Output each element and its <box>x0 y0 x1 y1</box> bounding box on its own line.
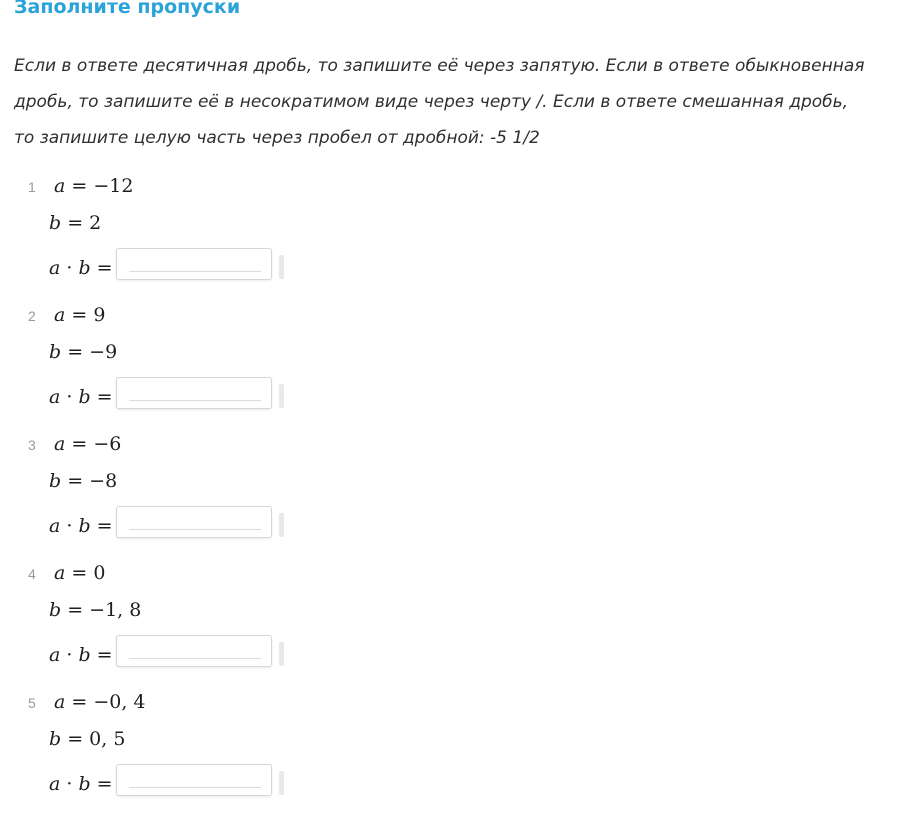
value-b: −9 <box>89 341 118 363</box>
product-label: a · b = <box>49 386 113 408</box>
value-b: −8 <box>89 470 118 492</box>
answer-input[interactable] <box>129 384 261 401</box>
value-b: −1, 8 <box>89 599 142 621</box>
product-label: a · b = <box>49 515 113 537</box>
product-label: a · b = <box>49 257 113 279</box>
value-b: 0, 5 <box>89 728 126 750</box>
answer-box[interactable] <box>116 377 272 409</box>
equation-a: a = −6 <box>54 433 122 455</box>
value-a: −6 <box>93 433 122 455</box>
task-number: 5 <box>28 695 36 711</box>
answer-box[interactable] <box>116 506 272 538</box>
task-number: 1 <box>28 179 36 195</box>
drag-handle[interactable] <box>279 384 284 408</box>
page-title: Заполните пропуски <box>14 0 241 18</box>
drag-handle[interactable] <box>279 771 284 795</box>
task-number: 3 <box>28 437 36 453</box>
instruction-line: то запишите целую часть через пробел от дробной: -5 1/2 <box>14 128 540 148</box>
answer-box[interactable] <box>116 248 272 280</box>
value-b: 2 <box>89 212 102 234</box>
answer-input[interactable] <box>129 513 261 530</box>
equation-b: b = −1, 8 <box>49 599 142 621</box>
answer-input[interactable] <box>129 642 261 659</box>
value-a: −0, 4 <box>93 691 146 713</box>
instruction-line: Если в ответе десятичная дробь, то запишите её через запятую. Если в ответе обыкновенная <box>14 56 865 76</box>
answer-input[interactable] <box>129 255 261 272</box>
product-label: a · b = <box>49 773 113 795</box>
drag-handle[interactable] <box>279 255 284 279</box>
task-item <box>0 562 908 691</box>
answer-input[interactable] <box>129 771 261 788</box>
drag-handle[interactable] <box>279 513 284 537</box>
drag-handle[interactable] <box>279 642 284 666</box>
task-item <box>0 691 908 820</box>
product-label: a · b = <box>49 644 113 666</box>
task-item <box>0 304 908 433</box>
equation-b: b = 0, 5 <box>49 728 126 750</box>
equation-b: b = −9 <box>49 341 118 363</box>
task-number: 4 <box>28 566 36 582</box>
task-item <box>0 433 908 562</box>
equation-a: a = 0 <box>54 562 106 584</box>
equation-a: a = −12 <box>54 175 134 197</box>
equation-a: a = −0, 4 <box>54 691 146 713</box>
instructions <box>14 48 894 156</box>
instruction-line: дробь, то запишите её в несократимом виде через черту /. Если в ответе смешанная дробь, <box>14 92 849 112</box>
answer-box[interactable] <box>116 764 272 796</box>
value-a: −12 <box>93 175 134 197</box>
task-number: 2 <box>28 308 36 324</box>
task-item <box>0 175 908 304</box>
value-a: 0 <box>93 562 106 584</box>
equation-b: b = −8 <box>49 470 118 492</box>
answer-box[interactable] <box>116 635 272 667</box>
equation-b: b = 2 <box>49 212 102 234</box>
equation-a: a = 9 <box>54 304 106 326</box>
value-a: 9 <box>93 304 106 326</box>
